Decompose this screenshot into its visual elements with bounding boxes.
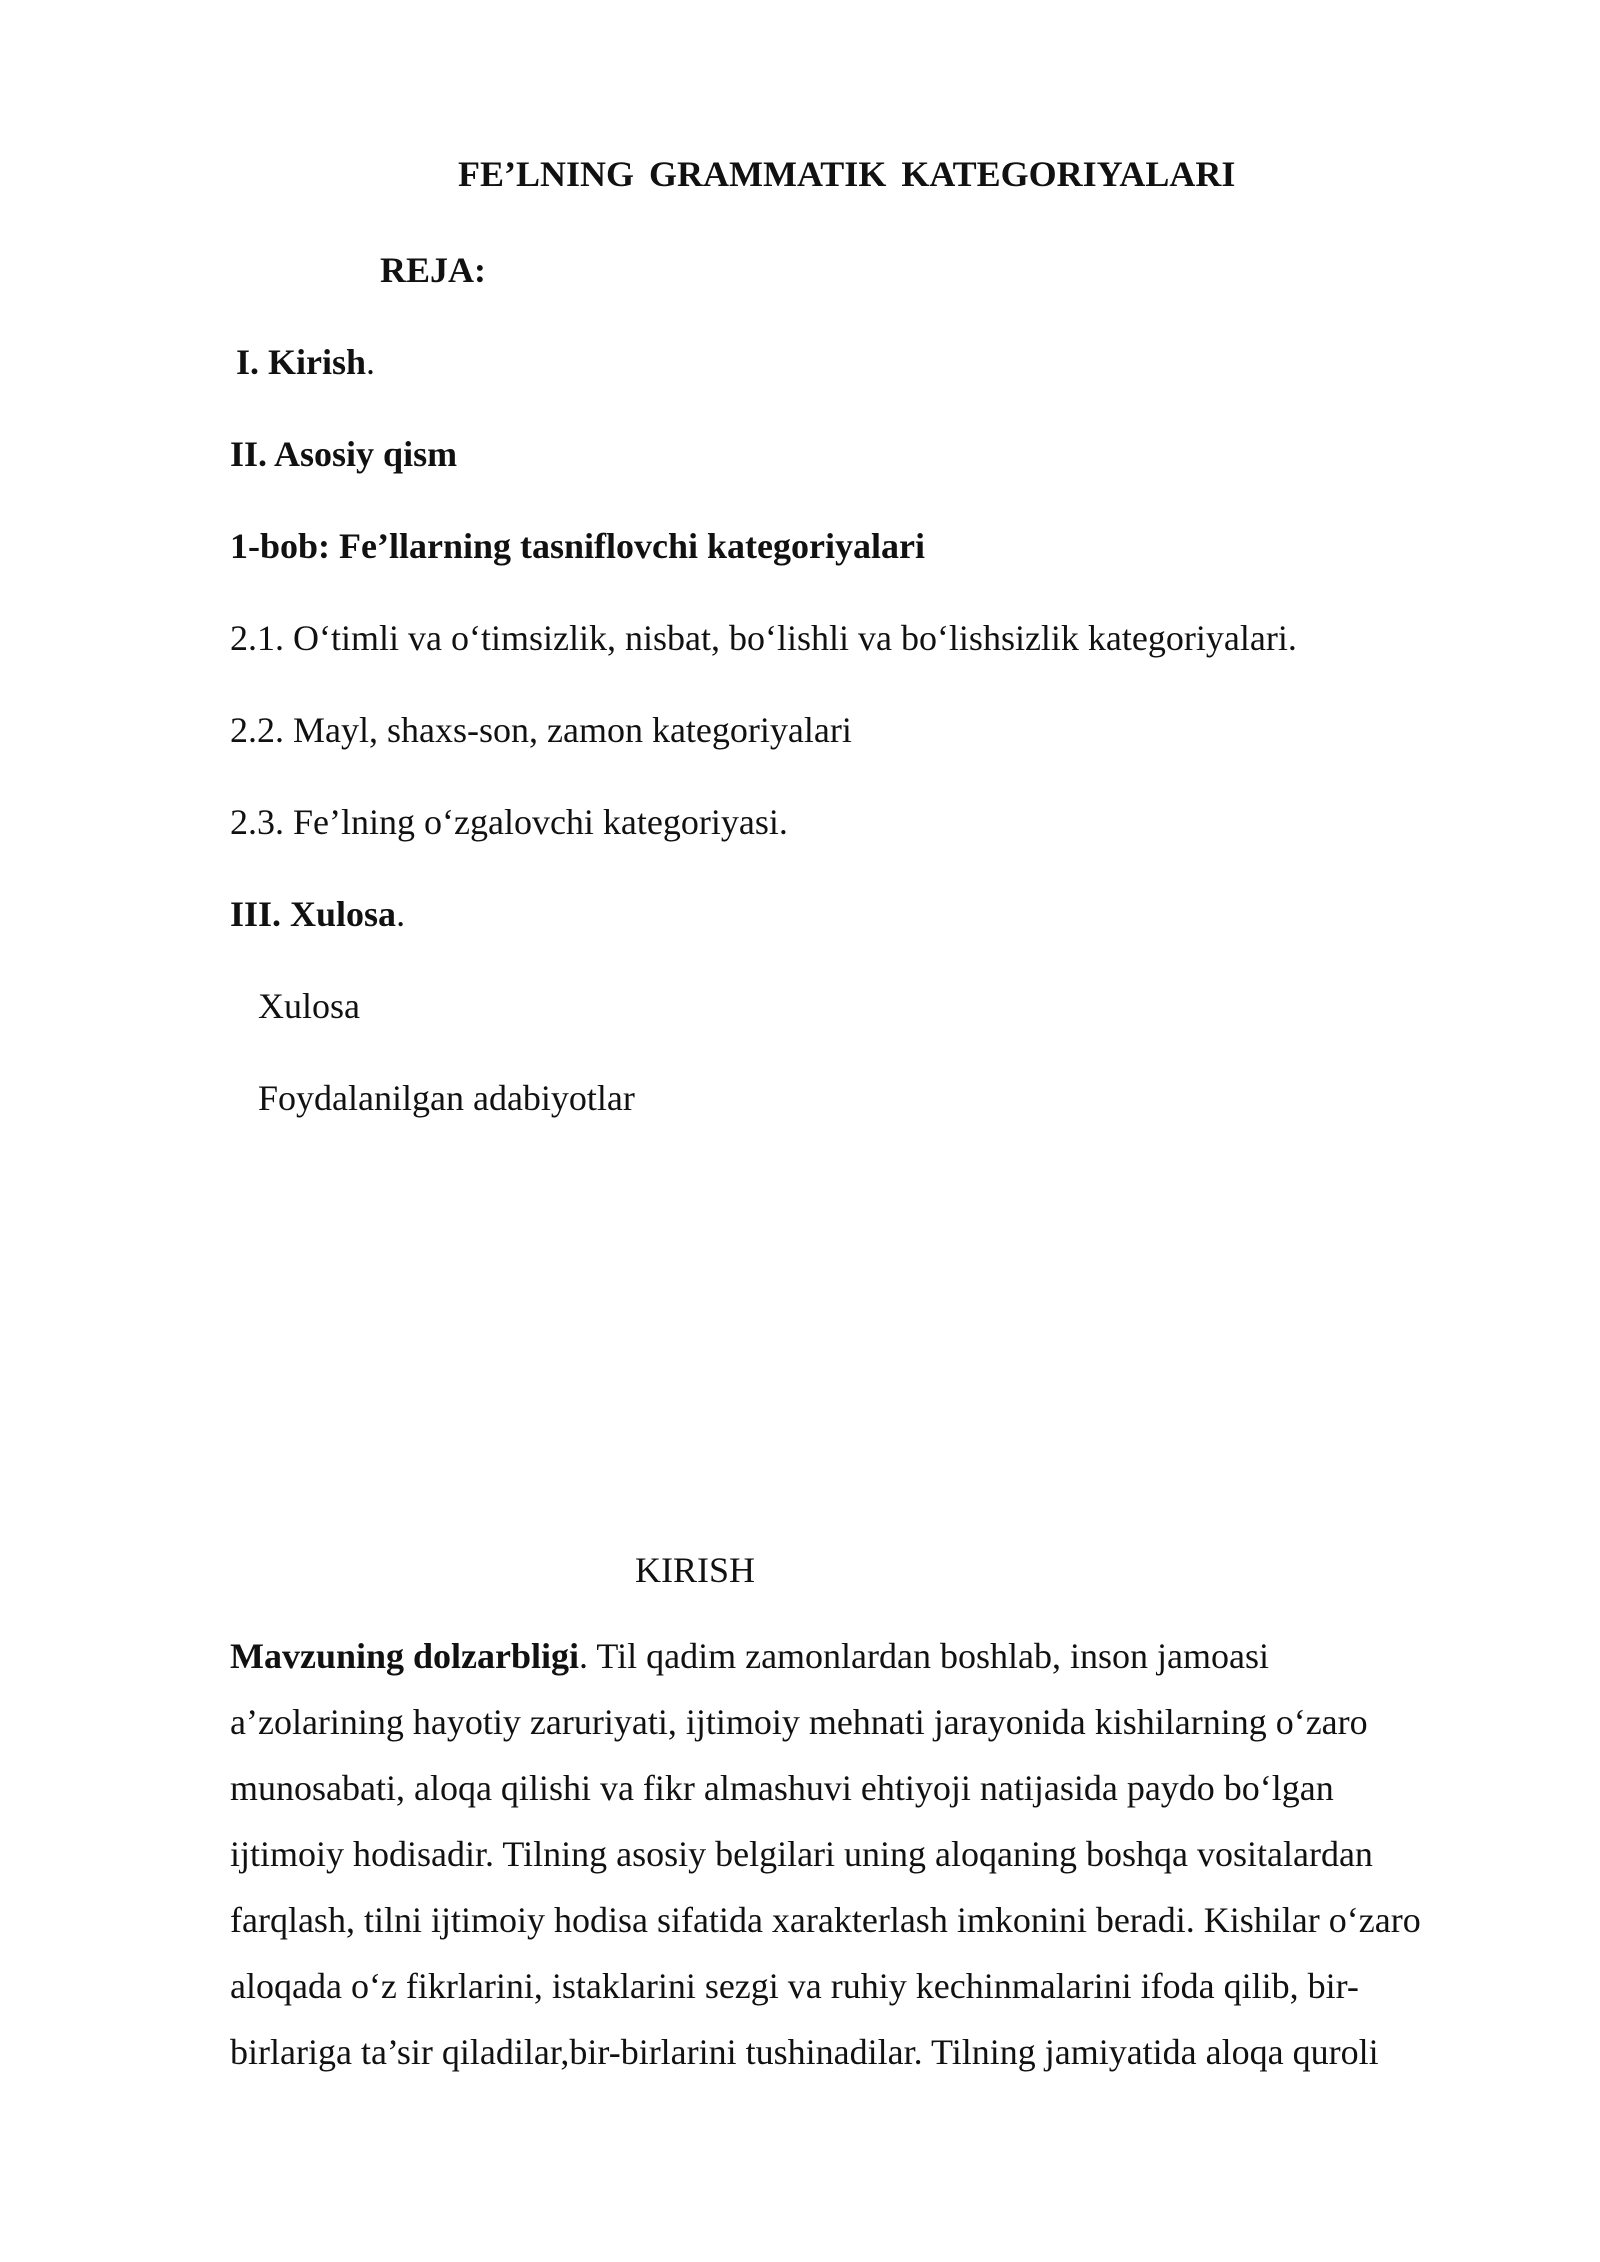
intro-paragraph-line: ijtimoiy hodisadir. Tilning asosiy belgilari uning aloqaning boshqa vositalardan	[230, 1834, 1373, 1874]
toc-item-intro	[236, 340, 375, 384]
toc-item-conclusion	[230, 892, 405, 936]
intro-paragraph-line: a’zolarining hayotiy zaruriyati, ijtimoiy mehnati jarayonida kishilarning o‘zaro	[230, 1702, 1368, 1742]
toc-item-2-3: 2.3. Fe’lning o‘zgalovchi kategoriyasi.	[230, 802, 788, 842]
intro-paragraph	[230, 1623, 1490, 2085]
toc-subitem-references: Foydalanilgan adabiyotlar	[258, 1078, 635, 1118]
plan-heading: REJA:	[380, 250, 486, 290]
intro-line-text: . Til qadim zamonlardan boshlab, inson jamoasi	[579, 1636, 1269, 1676]
intro-paragraph-line	[230, 1623, 1490, 1689]
toc-item-chapter1: 1-bob: Fe’llarning tasniflovchi kategoriyalari	[230, 526, 925, 566]
intro-paragraph-line: munosabati, aloqa qilishi va fikr almashuvi ehtiyoji natijasida paydo bo‘lgan	[230, 1768, 1334, 1808]
intro-heading: KIRISH	[635, 1550, 756, 1590]
document-title: FE’LNING GRAMMATIK KATEGORIYALARI	[458, 154, 1236, 194]
toc-item-conclusion-label: III. Xulosa	[230, 894, 397, 934]
toc-item-2-1: 2.1. O‘timli va o‘timsizlik, nisbat, bo‘lishli va bo‘lishsizlik kategoriyalari.	[230, 618, 1297, 658]
intro-paragraph-line: farqlash, tilni ijtimoiy hodisa sifatida xarakterlash imkonini beradi. Kishilar o‘zaro	[230, 1900, 1421, 1940]
toc-item-main-part: II. Asosiy qism	[230, 434, 458, 474]
intro-paragraph-line: aloqada o‘z fikrlarini, istaklarini sezgi va ruhiy kechinmalarini ifoda qilib, bir-	[230, 1966, 1359, 2006]
toc-item-intro-suffix: .	[366, 342, 376, 382]
toc-subitem-conclusion: Xulosa	[258, 986, 360, 1026]
toc-item-2-2: 2.2. Mayl, shaxs-son, zamon kategoriyalari	[230, 710, 852, 750]
intro-paragraph-line: birlariga ta’sir qiladilar,bir-birlarini tushinadilar. Tilning jamiyatida aloqa quroli	[230, 2032, 1379, 2072]
intro-lead-bold: Mavzuning dolzarbligi	[230, 1636, 580, 1676]
toc-item-intro-label: I. Kirish	[236, 342, 367, 382]
toc-item-conclusion-suffix: .	[396, 894, 406, 934]
